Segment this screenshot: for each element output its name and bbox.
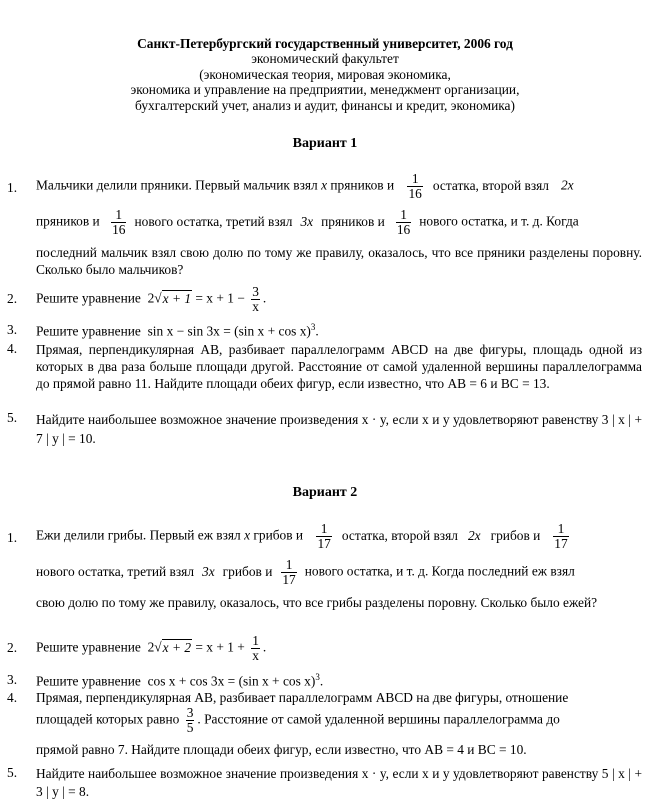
- variant-2-title: Вариант 2: [292, 485, 358, 500]
- fraction: $\frac{1}{17}$: [554, 521, 568, 551]
- v1-p1-line-1: Мальчики делили пряники. Первый мальчик взял x пряников и $\frac{1}{16}$ остатка, второй взял 2x: [36, 171, 574, 201]
- specialties-line-2: экономика и управление на предприятии, менеджмент организации,: [130, 82, 520, 98]
- fraction: $\frac{1}{16}$: [112, 207, 126, 237]
- v2-problem-1: 1. Ежи делили грибы. Первый еж взял x грибов и $\frac{1}{17}$ остатка, второй взял 2x грибов и $\frac{1}{17}$ нового остатка, третий взял 3x грибов и $\frac{1}{17}$ нового остатка, и т. д. Когда последний еж взял свою долю по тому же правилу, оказалось, что все грибы разделены поровну. Сколько было ежей?: [7, 521, 598, 610]
- variant-1-title: Вариант 1: [292, 136, 358, 151]
- specialties-line-1: (экономическая теория, мировая экономика,: [199, 66, 451, 82]
- fraction: $\frac{1}{17}$: [282, 557, 296, 587]
- problem-number: 1.: [7, 180, 18, 195]
- fraction: $\frac{1}{x}$: [252, 633, 259, 663]
- specialties-line-3: бухгалтерский учет, анализ и аудит, финансы и кредит, экономика): [135, 97, 515, 113]
- fraction: $\frac{3}{5}$: [186, 705, 194, 735]
- v2-problem-2: 2. Решите уравнение 2√x + 2 = x + 1 + $\frac{1}{x}$ .: [7, 633, 267, 663]
- fraction: $\frac{1}{16}$: [396, 207, 411, 237]
- v1-problem-1: [7, 171, 642, 282]
- v1-p1-line-2: пряников и $\frac{1}{16}$ нового остатка, третий взял 3x пряников и $\frac{1}{16}$ нового остатка, и т. д. Когда: [36, 207, 579, 237]
- v1-problem-2: 2. Решите уравнение 2√x + 1 = x + 1 − $\frac{3}{x}$ .: [7, 284, 267, 314]
- faculty-line: экономический факультет: [251, 51, 399, 67]
- document-header: [0, 36, 650, 113]
- fraction: $\frac{1}{17}$: [317, 521, 331, 551]
- university-title: Санкт-Петербургский государственный университет, 2006 год: [137, 36, 513, 51]
- v1-p1-line-3: последний мальчик взял свою долю по тому же правилу, оказалось, что все пряники разделены поровну. Сколько было мальчиков?: [36, 245, 642, 277]
- fraction: $\frac{1}{16}$: [408, 171, 422, 201]
- v2-problem-4: 4. Прямая, перпендикулярная AB, разбивает параллелограмм ABCD на две фигуры, отношение площадей которых равно $\frac{3}{5}$ . Расстояние от самой удаленной вершины параллелограмма до прямой равно 7. Найдите площади обеих фигур, если известно, что AB = 4 и BC = 10.: [7, 690, 569, 757]
- fraction: $\frac{3}{x}$: [252, 284, 259, 314]
